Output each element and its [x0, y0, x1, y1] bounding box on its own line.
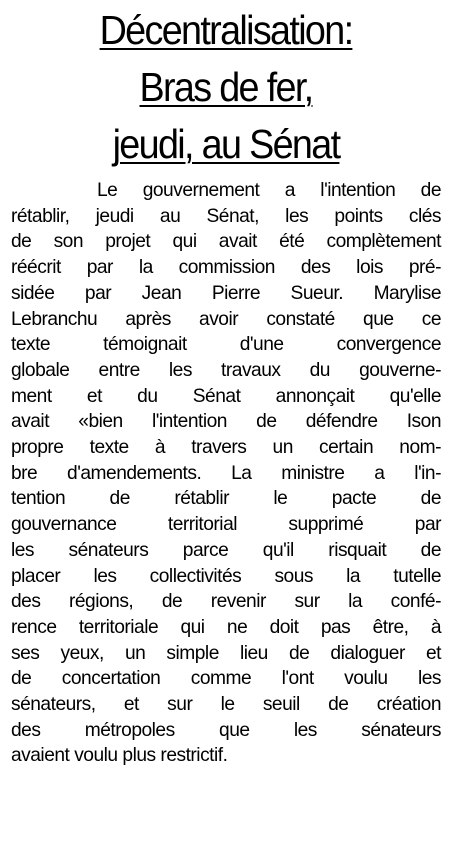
body-line: sidée par Jean Pierre Sueur. Marylise [11, 282, 441, 304]
body-line: avait «bien l'intention de défendre Ison [11, 411, 441, 433]
body-line: Le gouvernement a l'intention de [97, 180, 441, 201]
body-line: de concertation comme l'ont voulu les [11, 668, 441, 690]
headline-line: Décentralisation: [99, 7, 353, 53]
body-line: placer les collectivités sous la tutelle [11, 565, 441, 587]
body-line: bre d'amendements. La ministre a l'in- [11, 462, 441, 484]
body-line: ses yeux, un simple lieu de dialoguer et [11, 642, 441, 664]
body-line: les sénateurs parce qu'il risquait de [11, 539, 441, 561]
body-line: gouvernance territorial supprimé par [11, 514, 441, 536]
body-line: rétablir, jeudi au Sénat, les points clés [11, 205, 441, 227]
headline-line: Bras de fer, [139, 64, 313, 110]
body-line: globale entre les travaux du gouverne- [11, 359, 441, 381]
headline-line: jeudi, au Sénat [112, 121, 340, 167]
body-line: des métropoles que les sénateurs [11, 719, 441, 741]
body-line: avaient voulu plus restrictif. [11, 745, 228, 767]
body-line: Lebranchu après avoir constaté que ce [11, 308, 441, 330]
body-line: ment et du Sénat annonçait qu'elle [11, 385, 441, 407]
body-line: de son projet qui avait été complètement [11, 231, 441, 253]
body-line: propre texte à travers un certain nom- [11, 437, 441, 459]
body-line: réécrit par la commission des lois pré- [11, 257, 441, 279]
body-line: rence territoriale qui ne doit pas être, à [11, 616, 441, 638]
body-line: tention de rétablir le pacte de [11, 488, 441, 510]
body-line: sénateurs, et sur le seuil de création [11, 694, 441, 716]
article-body [11, 178, 441, 769]
article-headline [18, 0, 434, 173]
body-line: texte témoignait d'une convergence [11, 334, 441, 356]
body-line: des régions, de revenir sur la confé- [11, 591, 441, 613]
